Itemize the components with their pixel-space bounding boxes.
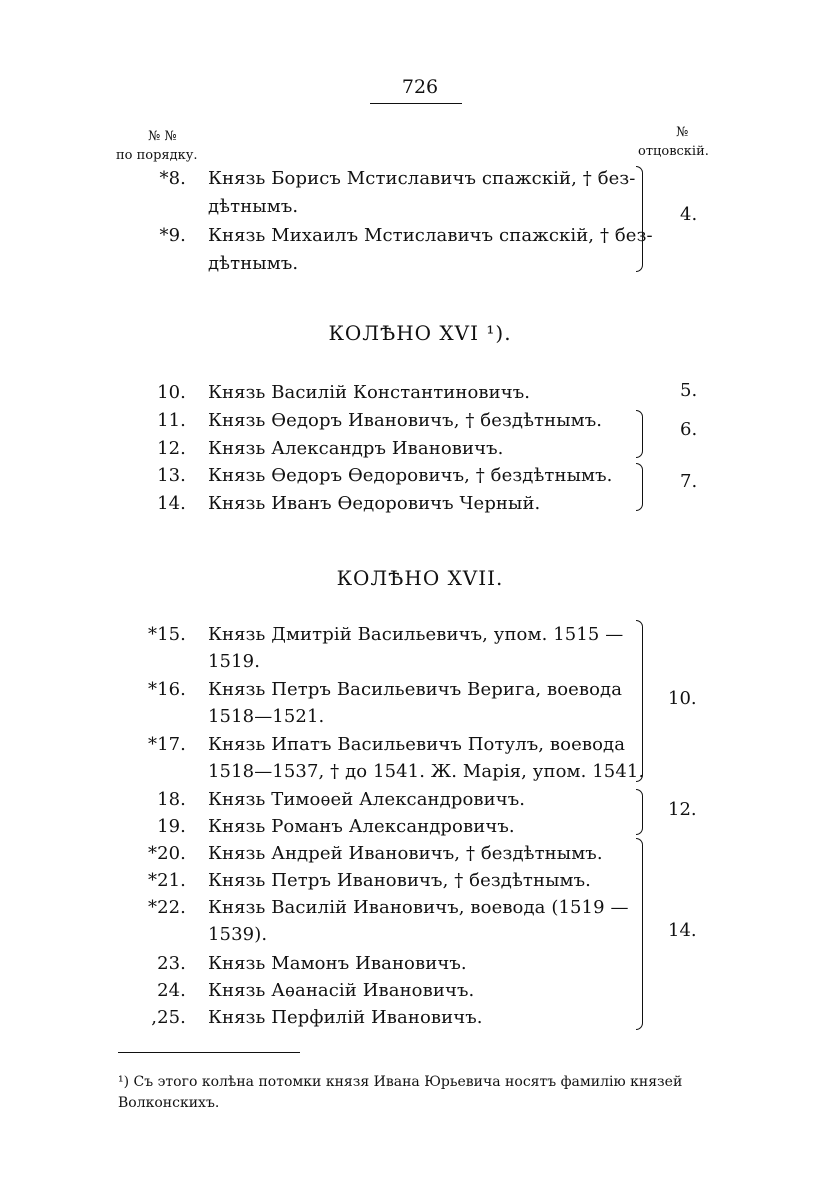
- header-order-label: по порядку.: [116, 148, 198, 163]
- bracket: [636, 166, 643, 272]
- page-number-rule: [370, 103, 462, 104]
- entry-number: 11.: [157, 410, 186, 431]
- entry-text: Князь Петръ Васильевичъ Верига, воевода: [208, 679, 623, 700]
- entry-number: *15.: [147, 624, 186, 645]
- entry-number: 23.: [157, 953, 186, 974]
- entry-number: 13.: [157, 465, 186, 486]
- entry-number: *22.: [147, 897, 186, 918]
- entry-text: Князь Василій Константиновичъ.: [208, 382, 531, 403]
- entry-text: Князь Александръ Ивановичъ.: [208, 438, 504, 459]
- entry-text: Князь Михаилъ Мстиславичъ спажскій, † без-: [208, 225, 653, 246]
- entry-text-cont: дѣтнымъ.: [208, 196, 299, 217]
- entry-text-cont: дѣтнымъ.: [208, 253, 299, 274]
- entry-text: Князь Иванъ Ѳедоровичъ Черный.: [208, 493, 541, 514]
- header-father-label: отцовскій.: [638, 144, 709, 159]
- entry-text: Князь Ѳедоръ Ѳедоровичъ, † бездѣтнымъ.: [208, 465, 613, 486]
- entry-text: Князь Петръ Ивановичъ, † бездѣтнымъ.: [208, 870, 591, 891]
- entry-text: Князь Романъ Александровичъ.: [208, 816, 515, 837]
- bracket: [636, 463, 643, 511]
- entry-number: *21.: [147, 870, 186, 891]
- father-number: 10.: [668, 688, 697, 709]
- entry-number: *8.: [159, 168, 186, 189]
- bracket: [636, 620, 643, 782]
- father-number: 14.: [668, 920, 697, 941]
- entry-text-cont: 1518—1537, † до 1541. Ж. Марія, упом. 1541.: [208, 761, 645, 782]
- entry-number: *17.: [147, 734, 186, 755]
- entry-text: Князь Аѳанасій Ивановичъ.: [208, 980, 475, 1001]
- header-father-no: №: [676, 125, 689, 140]
- entry-text: Князь Борисъ Мстиславичъ спажскій, † без-: [208, 168, 636, 189]
- entry-number: 10.: [157, 382, 186, 403]
- entry-number: *16.: [147, 679, 186, 700]
- entry-text: Князь Андрей Ивановичъ, † бездѣтнымъ.: [208, 843, 603, 864]
- entry-number: ,25.: [151, 1007, 186, 1028]
- entry-text: Князь Ѳедоръ Ивановичъ, † бездѣтнымъ.: [208, 410, 603, 431]
- entry-number: *9.: [159, 225, 186, 246]
- father-number: 4.: [680, 204, 698, 225]
- entry-text: Князь Василій Ивановичъ, воевода (1519 —: [208, 897, 629, 918]
- entry-text: Князь Ипатъ Васильевичъ Потулъ, воевода: [208, 734, 626, 755]
- bracket: [636, 410, 643, 458]
- section-title-16: КОЛѢНО XVI ¹).: [328, 321, 512, 345]
- entry-text-cont: 1518—1521.: [208, 706, 325, 727]
- entry-text: Князь Дмитрій Васильевичъ, упом. 1515 —: [208, 624, 624, 645]
- entry-text: Князь Тимоѳей Александровичъ.: [208, 789, 526, 810]
- entry-text: Князь Перфилій Ивановичъ.: [208, 1007, 483, 1028]
- entry-text: Князь Мамонъ Ивановичъ.: [208, 953, 467, 974]
- entry-number: 12.: [157, 438, 186, 459]
- father-number: 6.: [680, 419, 698, 440]
- entry-text-cont: 1519.: [208, 651, 261, 672]
- father-number: 7.: [680, 471, 698, 492]
- entry-text-cont: 1539).: [208, 924, 268, 945]
- header-order-no: № №: [148, 129, 177, 144]
- father-number: 5.: [680, 380, 698, 401]
- entry-number: 18.: [157, 789, 186, 810]
- entry-number: 19.: [157, 816, 186, 837]
- father-number: 12.: [668, 799, 697, 820]
- footnote-rule: [118, 1052, 300, 1053]
- page-number: 726: [401, 76, 439, 98]
- section-title-17: КОЛѢНО XVII.: [336, 566, 504, 590]
- bracket: [636, 838, 643, 1030]
- entry-number: 14.: [157, 493, 186, 514]
- entry-number: *20.: [147, 843, 186, 864]
- entry-number: 24.: [157, 980, 186, 1001]
- footnote: ¹) Съ этого колѣна потомки князя Ивана Юрьевича носятъ фамилію князей Волконскихъ.: [118, 1074, 683, 1111]
- bracket: [636, 789, 643, 835]
